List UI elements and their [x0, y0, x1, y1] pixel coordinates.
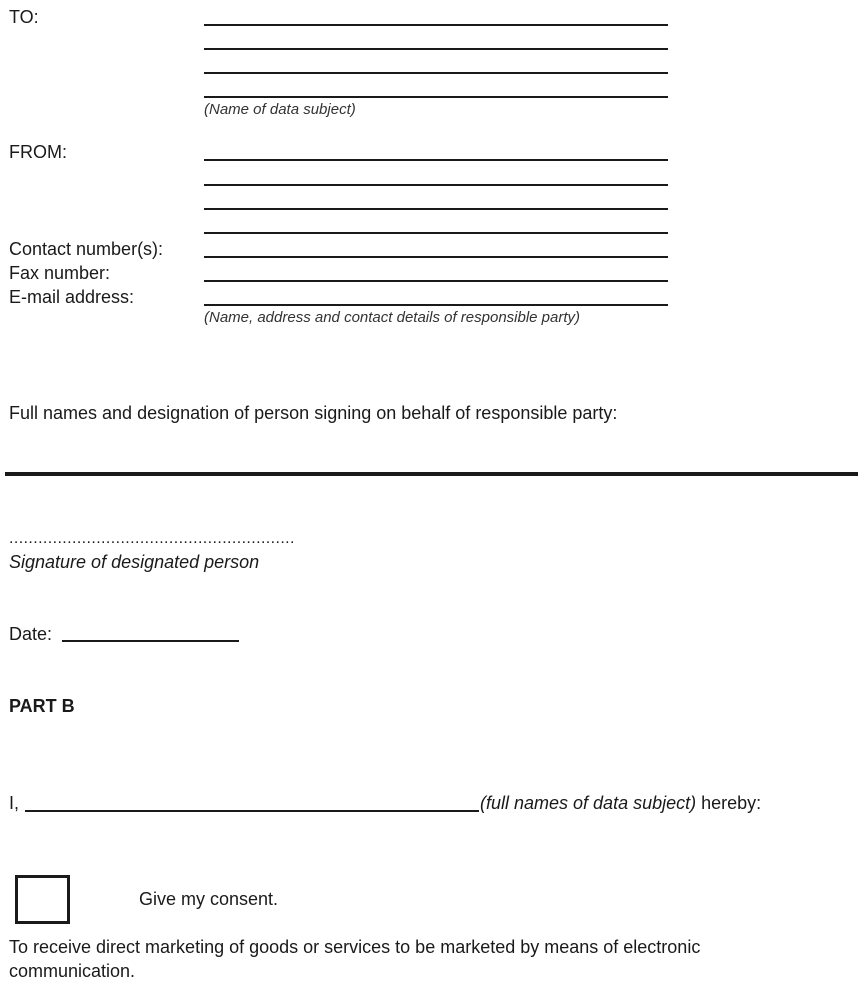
to-label: TO: [9, 7, 39, 27]
fax-number-label: Fax number: [9, 263, 111, 283]
from-caption: (Name, address and contact details of responsible party) [204, 309, 581, 326]
from-line-2[interactable] [204, 184, 668, 186]
email-address-line[interactable] [204, 304, 668, 306]
to-caption: (Name of data subject) [204, 101, 356, 118]
signature-dots[interactable]: ........................................................... [9, 530, 295, 547]
to-line-1[interactable] [204, 24, 668, 26]
contact-number-label: Contact number(s): [9, 239, 164, 259]
to-line-3[interactable] [204, 72, 668, 74]
declaration-tail [480, 794, 761, 812]
declaration-suffix: hereby: [701, 793, 762, 813]
consent-text-line-2: communication. [9, 961, 136, 981]
date-label: Date: [9, 624, 53, 644]
declaration-prefix: I, [9, 793, 20, 813]
email-address-label: E-mail address: [9, 287, 135, 307]
consent-checkbox[interactable] [15, 875, 70, 924]
contact-number-line[interactable] [204, 256, 668, 258]
signatory-full-name-line[interactable] [5, 472, 858, 476]
consent-text-line-1: To receive direct marketing of goods or services to be marketed by means of electronic [9, 937, 701, 957]
from-line-1[interactable] [204, 159, 668, 161]
data-subject-name-line[interactable] [25, 810, 479, 812]
from-line-4[interactable] [204, 232, 668, 234]
declaration-note: (full names of data subject) [480, 793, 697, 813]
from-line-3[interactable] [204, 208, 668, 210]
consent-label: Give my consent. [139, 889, 279, 909]
fax-number-line[interactable] [204, 280, 668, 282]
to-line-2[interactable] [204, 48, 668, 50]
to-line-4[interactable] [204, 96, 668, 98]
signatory-prompt: Full names and designation of person signing on behalf of responsible party: [9, 403, 618, 423]
from-label: FROM: [9, 142, 67, 162]
part-b-heading: PART B [9, 696, 75, 716]
date-line[interactable] [62, 640, 239, 642]
signature-caption: Signature of designated person [9, 552, 260, 572]
